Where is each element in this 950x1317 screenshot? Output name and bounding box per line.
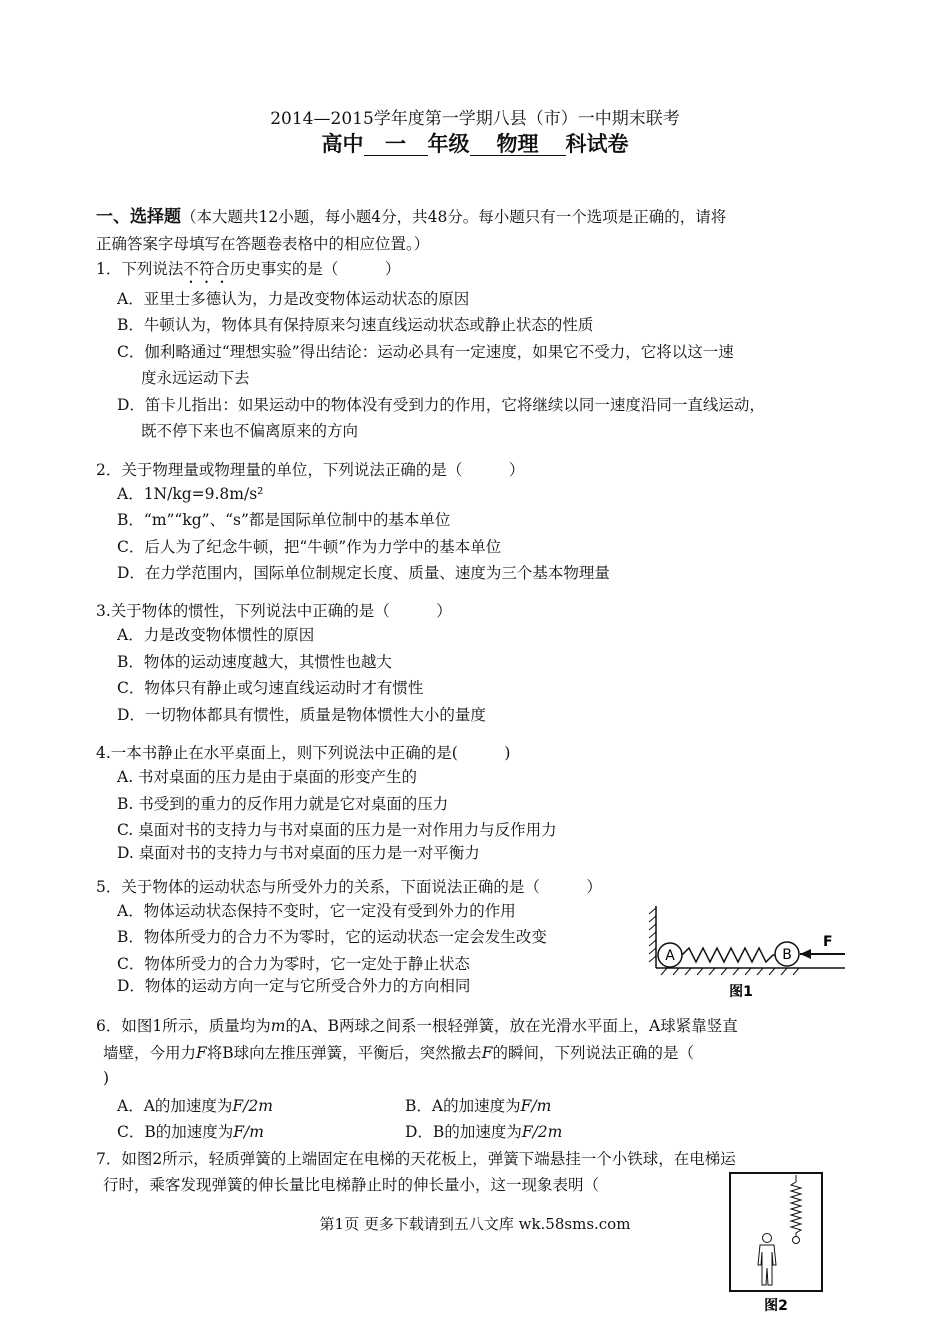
spring (682, 948, 775, 962)
q5-option-b: B．物体所受力的合力不为零时，它的运动状态一定会发生改变 (117, 928, 547, 946)
q1-option-d: D．笛卡儿指出：如果运动中的物体没有受到力的作用，它将继续以同一速度沿同一直线运动， (117, 396, 765, 414)
q3-option-c: C．物体只有静止或匀速直线运动时才有惯性 (117, 679, 424, 697)
q6-option-b (405, 1096, 551, 1116)
figure-2-elevator (722, 1170, 830, 1316)
ball-b-label: B (782, 947, 792, 963)
exam-title (0, 128, 950, 158)
q1-option-c: C．伽利略通过“理想实验”得出结论：运动必具有一定速度，如果它不受力，它将以这一速 (117, 343, 734, 361)
q4-option-a: A. 书对桌面的压力是由于桌面的形变产生的 (117, 768, 418, 786)
title-grade: 一 (364, 133, 428, 156)
q3-stem: 3.关于物体的惯性，下列说法中正确的是（ ） (96, 602, 452, 620)
q4-option-c: C. 桌面对书的支持力与书对桌面的压力是一对作用力与反作用力 (117, 821, 557, 839)
q5-option-d: D．物体的运动方向一定与它所受合外力的方向相同 (117, 977, 471, 995)
q2-option-c: C．后人为了纪念牛顿，把“牛顿”作为力学中的基本单位 (117, 538, 502, 556)
q6-l2-b: 将B球向左推压弹簧，平衡后，突然撤去 (206, 1044, 482, 1062)
title-prefix: 高中 (321, 132, 364, 156)
figure-1-caption: 图1 (729, 984, 753, 1000)
q6-option-d-label: D．B的加速度为 (405, 1123, 522, 1141)
q1-stem-c: 历史事实的是（ ） (229, 260, 401, 278)
exam-header-line: 2014—2015学年度第一学期八县（市）一中期末联考 (270, 109, 680, 129)
force-arrowhead (800, 949, 811, 959)
title-suffix: 科试卷 (565, 132, 629, 156)
section-1-title: 一、选择题 (96, 207, 181, 227)
elevator-box (730, 1173, 822, 1291)
q4-stem: 4.一本书静止在水平桌面上，则下列说法中正确的是( ) (96, 744, 511, 762)
q7-stem-line1: 7．如图2所示，轻质弹簧的上端固定在电梯的天花板上，弹簧下端悬挂一个小铁球，在电梯运 (96, 1150, 736, 1168)
q1-option-d-cont: 既不停下来也不偏离原来的方向 (141, 422, 359, 440)
q6-option-b-label: B．A的加速度为 (405, 1097, 521, 1115)
force-label: F (823, 934, 833, 950)
title-subject: 物理 (470, 133, 566, 156)
q6-force-symbol: F (196, 1044, 207, 1062)
q5-stem: 5．关于物体的运动状态与所受外力的关系，下面说法正确的是（ ） (96, 878, 602, 896)
q1-stem-emphasis: 不符合 (183, 260, 230, 278)
q2-stem: 2．关于物理量或物理量的单位，下列说法正确的是（ ） (96, 461, 525, 479)
q6-l1-a: 6．如图1所示，质量均为 (96, 1017, 271, 1035)
q6-option-a-value: F/2m (232, 1097, 273, 1115)
q6-option-a-label: A．A的加速度为 (117, 1097, 233, 1115)
q6-option-c (117, 1122, 264, 1142)
ball-a-label: A (665, 948, 675, 964)
q2-option-d: D．在力学范围内，国际单位制规定长度、质量、速度为三个基本物理量 (117, 564, 610, 582)
q6-stem-line1 (96, 1016, 738, 1036)
q6-l2-c: 的瞬间，下列说法正确的是（ (492, 1044, 694, 1062)
q6-option-a (117, 1096, 273, 1116)
q7-stem-line2: 行时，乘客发现弹簧的伸长量比电梯静止时的伸长量小，这一现象表明（ (103, 1176, 600, 1194)
q6-stem-line2 (103, 1043, 694, 1063)
q5-option-c: C．物体所受力的合力为零时，它一定处于静止状态 (117, 955, 470, 973)
q6-mass-symbol: m (270, 1017, 286, 1035)
q1-stem (96, 259, 400, 287)
q1-option-b: B．牛顿认为，物体具有保持原来匀速直线运动状态或静止状态的性质 (117, 316, 594, 334)
q6-l1-b: 的A、B两球之间系一根轻弹簧，放在光滑水平面上，A球紧靠竖直 (285, 1017, 738, 1035)
q3-option-a: A．力是改变物体惯性的原因 (117, 626, 315, 644)
q6-option-c-value: F/m (233, 1123, 264, 1141)
q3-option-b: B．物体的运动速度越大，其惯性也越大 (117, 653, 392, 671)
q6-option-d-value: F/2m (521, 1123, 563, 1141)
q6-option-b-value: F/m (520, 1097, 552, 1115)
q3-option-d: D．一切物体都具有惯性，质量是物体惯性大小的量度 (117, 706, 486, 724)
q1-stem-a: 1．下列说法 (96, 260, 184, 278)
figure-2-caption: 图2 (764, 1298, 788, 1314)
q1-option-c-cont: 度永远运动下去 (141, 369, 250, 387)
floor-hatching (661, 968, 799, 975)
wall-hatching (649, 908, 656, 962)
section-1-intro: （本大题共12小题，每小题4分，共48分。每小题只有一个选项是正确的，请将 (181, 208, 727, 226)
q6-option-c-label: C．B的加速度为 (117, 1123, 234, 1141)
figure-1-spring-balls (645, 900, 850, 1005)
passenger (758, 1234, 776, 1286)
q4-option-d: D. 桌面对书的支持力与书对桌面的压力是一对平衡力 (117, 844, 480, 862)
section-1-intro-cont: 正确答案字母填写在答题卷表格中的相应位置。） (96, 235, 430, 253)
iron-ball (793, 1237, 800, 1244)
q5-option-a: A．物体运动状态保持不变时，它一定没有受到外力的作用 (117, 902, 516, 920)
title-grade-label: 年级 (427, 132, 470, 156)
q6-stem-line3: ) (103, 1069, 110, 1087)
q2-option-a: A．1N/kg=9.8m/s² (117, 485, 264, 503)
q6-l2-a: 墙壁，今用力 (103, 1044, 197, 1062)
section-1-heading (96, 207, 726, 227)
page-footer: 第1页 更多下载请到五八文库 wk.58sms.com (319, 1215, 631, 1233)
hanging-spring (791, 1182, 801, 1236)
q6-force-symbol-2: F (481, 1044, 493, 1062)
q1-option-a: A．亚里士多德认为，力是改变物体运动状态的原因 (117, 290, 470, 308)
q4-option-b: B. 书受到的重力的反作用力就是它对桌面的压力 (117, 795, 449, 813)
q6-option-d (405, 1122, 562, 1142)
q2-option-b: B．“m”“kg”、“s”都是国际单位制中的基本单位 (117, 511, 451, 529)
